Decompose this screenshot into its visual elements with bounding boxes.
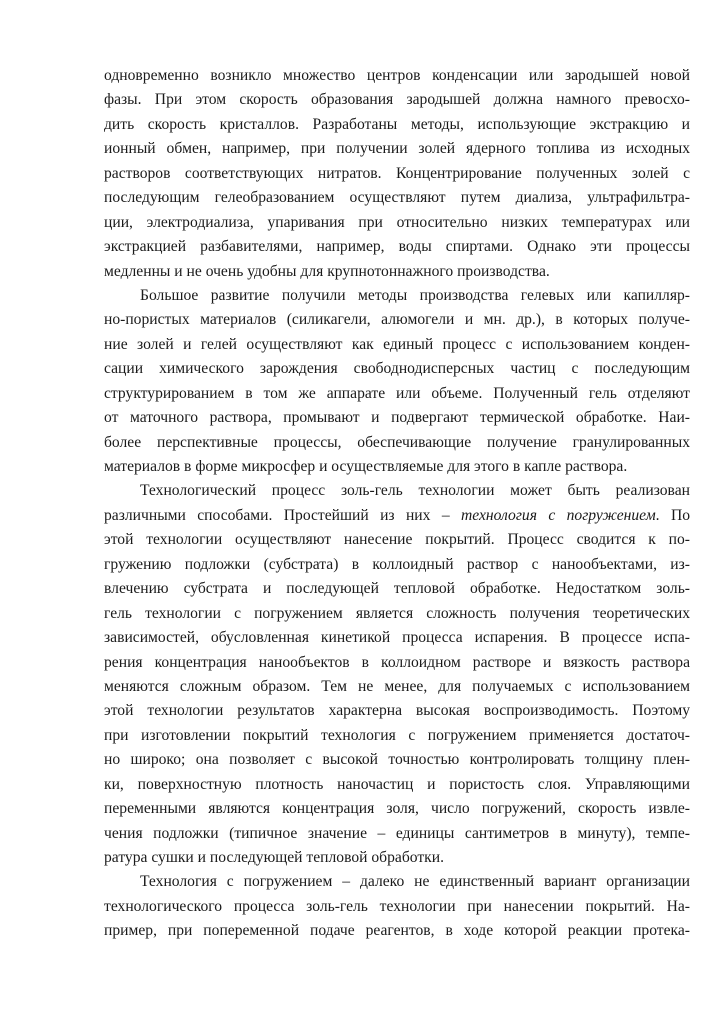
text-line: ратура сушки и последующей тепловой обработки.	[104, 849, 444, 866]
paragraph-continuation	[104, 528, 690, 870]
text-line	[104, 504, 690, 528]
text-line: Технология с погружением – далеко не единственный вариант организации	[140, 873, 690, 891]
paragraph	[104, 870, 690, 943]
text-line: материалов в форме микросфер и осуществляемые для этого в капле раствора.	[104, 458, 628, 475]
text-line: сации химического зарождения свободнодисперсных частиц с последующим	[104, 360, 690, 378]
text-line: но широко; она позволяет с высокой точностью контролировать толщину плен-	[104, 751, 690, 769]
text-line: зависимостей, обусловленная кинетикой процесса испарения. В процессе испа-	[104, 629, 690, 647]
text-line: чения подложки (типичное значение – единицы сантиметров в минуту), темпе-	[104, 824, 690, 842]
text-line: но-пористых материалов (силикагели, алюмогели и мн. др.), в которых получе-	[104, 311, 690, 329]
text-line: ние золей и гелей осуществляют как единый процесс с использованием конден-	[104, 335, 690, 353]
text-line: при изготовлении покрытий технология с погружением применяется достаточ-	[104, 726, 690, 744]
text-line: ки, поверхностную плотность наночастиц и пористость слоя. Управляющими	[104, 775, 690, 793]
document-page	[104, 64, 690, 944]
text-line: гружению подложки (субстрата) в коллоидный раствор с нанообъектами, из-	[104, 555, 690, 573]
emphasized-term: технология с погружением	[461, 506, 656, 524]
text-line: Большое развитие получили методы производства гелевых или капилляр-	[140, 286, 690, 304]
text-line: одновременно возникло множество центров конденсации или зародышей новой	[104, 67, 690, 84]
text-line: влечению субстрата и последующей тепловой обработке. Недостатком золь-	[104, 580, 690, 598]
text-line: меняются сложным образом. Тем не менее, для получаемых с использованием	[104, 677, 690, 695]
text-line: структурированием в том же аппарате или объеме. Полученный гель отделяют	[104, 384, 690, 402]
text-line: растворов соответствующих нитратов. Концентрирование полученных золей с	[104, 164, 690, 182]
paragraph	[104, 284, 690, 480]
text-line: последующим гелеобразованием осуществляют путем диализа, ультрафильтра-	[104, 189, 690, 207]
text-line: более перспективные процессы, обеспечивающие получение гранулированных	[104, 433, 690, 451]
text-line: Технологический процесс золь-гель технологии может быть реализован	[140, 482, 690, 500]
text-line: этой технологии результатов характерна высокая воспроизводимость. Поэтому	[104, 702, 690, 720]
text-line: ции, электродиализа, упаривания при относительно низких температурах или	[104, 213, 690, 231]
paragraph	[104, 479, 690, 870]
text-run: различными способами. Простейший из них –	[104, 506, 461, 524]
text-line: фазы. При этом скорость образования зародышей должна намного превосхо-	[104, 91, 690, 109]
text-line: гель технологии с погружением является сложность получения теоретических	[104, 604, 690, 622]
text-line: медленны и не очень удобны для крупнотоннажного производства.	[104, 262, 550, 280]
text-line: рения концентрация нанообъектов в коллоидном растворе и вязкость раствора	[104, 653, 690, 671]
text-line: дить скорость кристаллов. Разработаны методы, использующие экстракцию и	[104, 115, 690, 133]
text-line: от маточного раствора, промывают и подвергают термической обработке. Наи-	[104, 409, 690, 427]
text-run: . По	[655, 506, 690, 524]
paragraph	[104, 64, 690, 284]
text-line: переменными являются концентрация золя, число погружений, скорость извле-	[104, 800, 690, 818]
text-line: пример, при попеременной подаче реагентов, в ходе которой реакции протека-	[104, 922, 690, 940]
text-line: технологического процесса золь-гель технологии при нанесении покрытий. На-	[104, 897, 690, 915]
text-line: этой технологии осуществляют нанесение покрытий. Процесс сводится к по-	[104, 531, 690, 549]
text-line: экстракцией разбавителями, например, воды спиртами. Однако эти процессы	[104, 238, 690, 256]
text-line: ионный обмен, например, при получении золей ядерного топлива из исходных	[104, 140, 690, 158]
